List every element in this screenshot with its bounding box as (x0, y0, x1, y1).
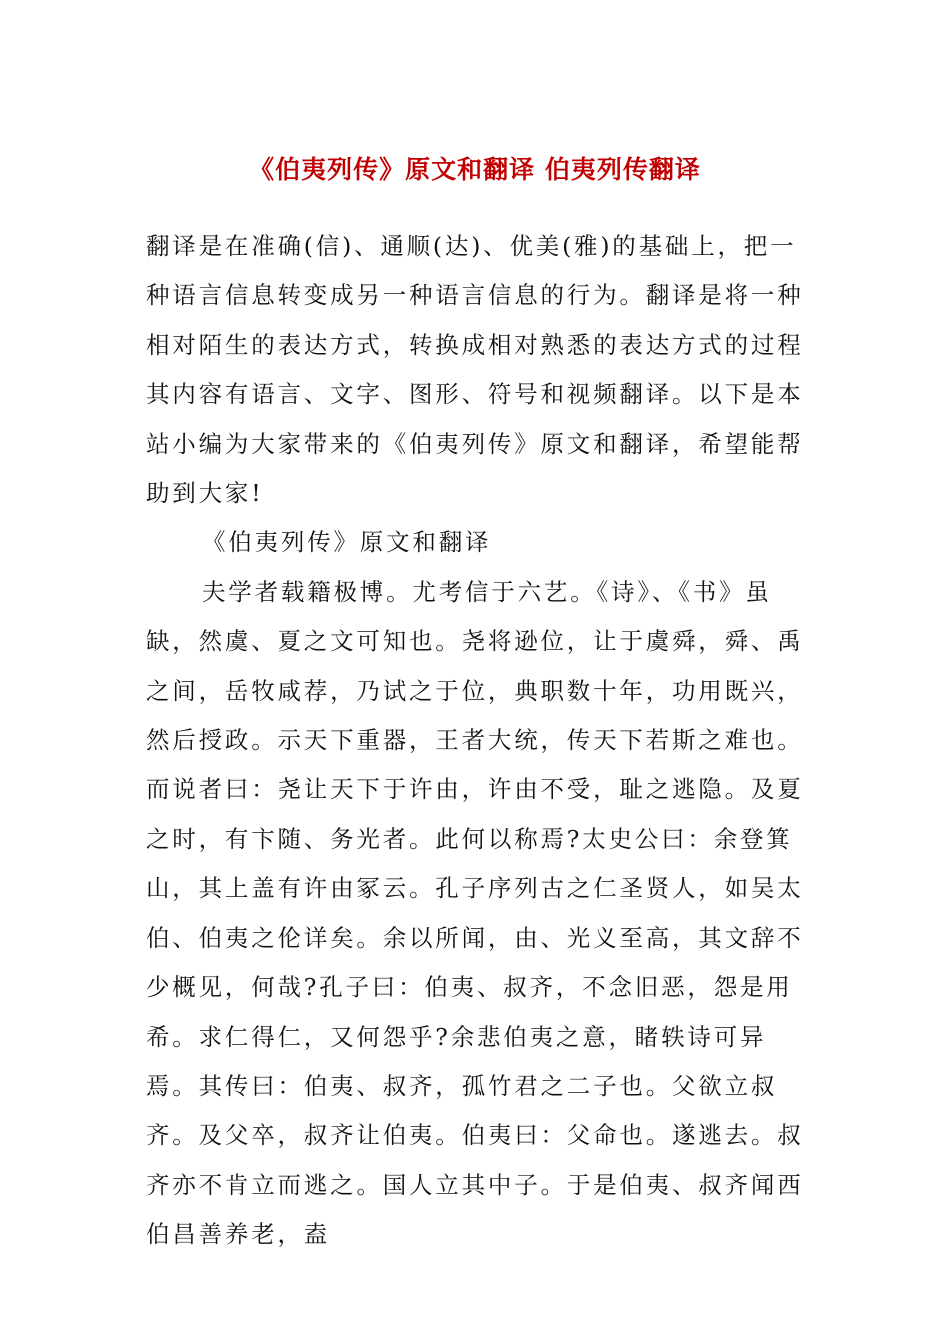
intro-paragraph: 翻译是在准确(信)、通顺(达)、优美(雅)的基础上，把一种语言信息转变成另一种语言信息的行为。翻译是将一种相对陌生的表达方式，转换成相对熟悉的表达方式的过程其内容有语言、文字、图形、符号和视频翻译。以下是本站小编为大家带来的《伯夷列传》原文和翻译，希望能帮助到大家! (146, 232, 804, 508)
section-heading: 《伯夷列传》原文和翻译 (202, 528, 492, 557)
original-text-paragraph: 夫学者载籍极博。尤考信于六艺。《诗》、《书》虽缺，然虞、夏之文可知也。尧将逊位，让于虞舜，舜、禹之间，岳牧咸荐，乃试之于位，典职数十年，功用既兴，然后授政。示天下重器，王者大统，传天下若斯之难也。而说者曰：尧让天下于许由，许由不受，耻之逃隐。及夏之时，有卞随、务光者。此何以称焉?太史公曰：余登箕山，其上盖有许由冢云。孔子序列古之仁圣贤人，如吴太伯、伯夷之伦详矣。余以所闻，由、光义至高，其文辞不少概见，何哉?孔子曰：伯夷、叔齐，不念旧恶，怨是用希。求仁得仁，又何怨乎?余悲伯夷之意，睹轶诗可异焉。其传曰：伯夷、叔齐，孤竹君之二子也。父欲立叔齐。及父卒，叔齐让伯夷。伯夷曰：父命也。遂逃去。叔齐亦不肯立而逃之。国人立其中子。于是伯夷、叔齐闻西伯昌善养老，盍 (146, 577, 804, 1249)
document-title: 《伯夷列传》原文和翻译 伯夷列传翻译 (249, 155, 701, 184)
document-body (146, 222, 816, 1260)
